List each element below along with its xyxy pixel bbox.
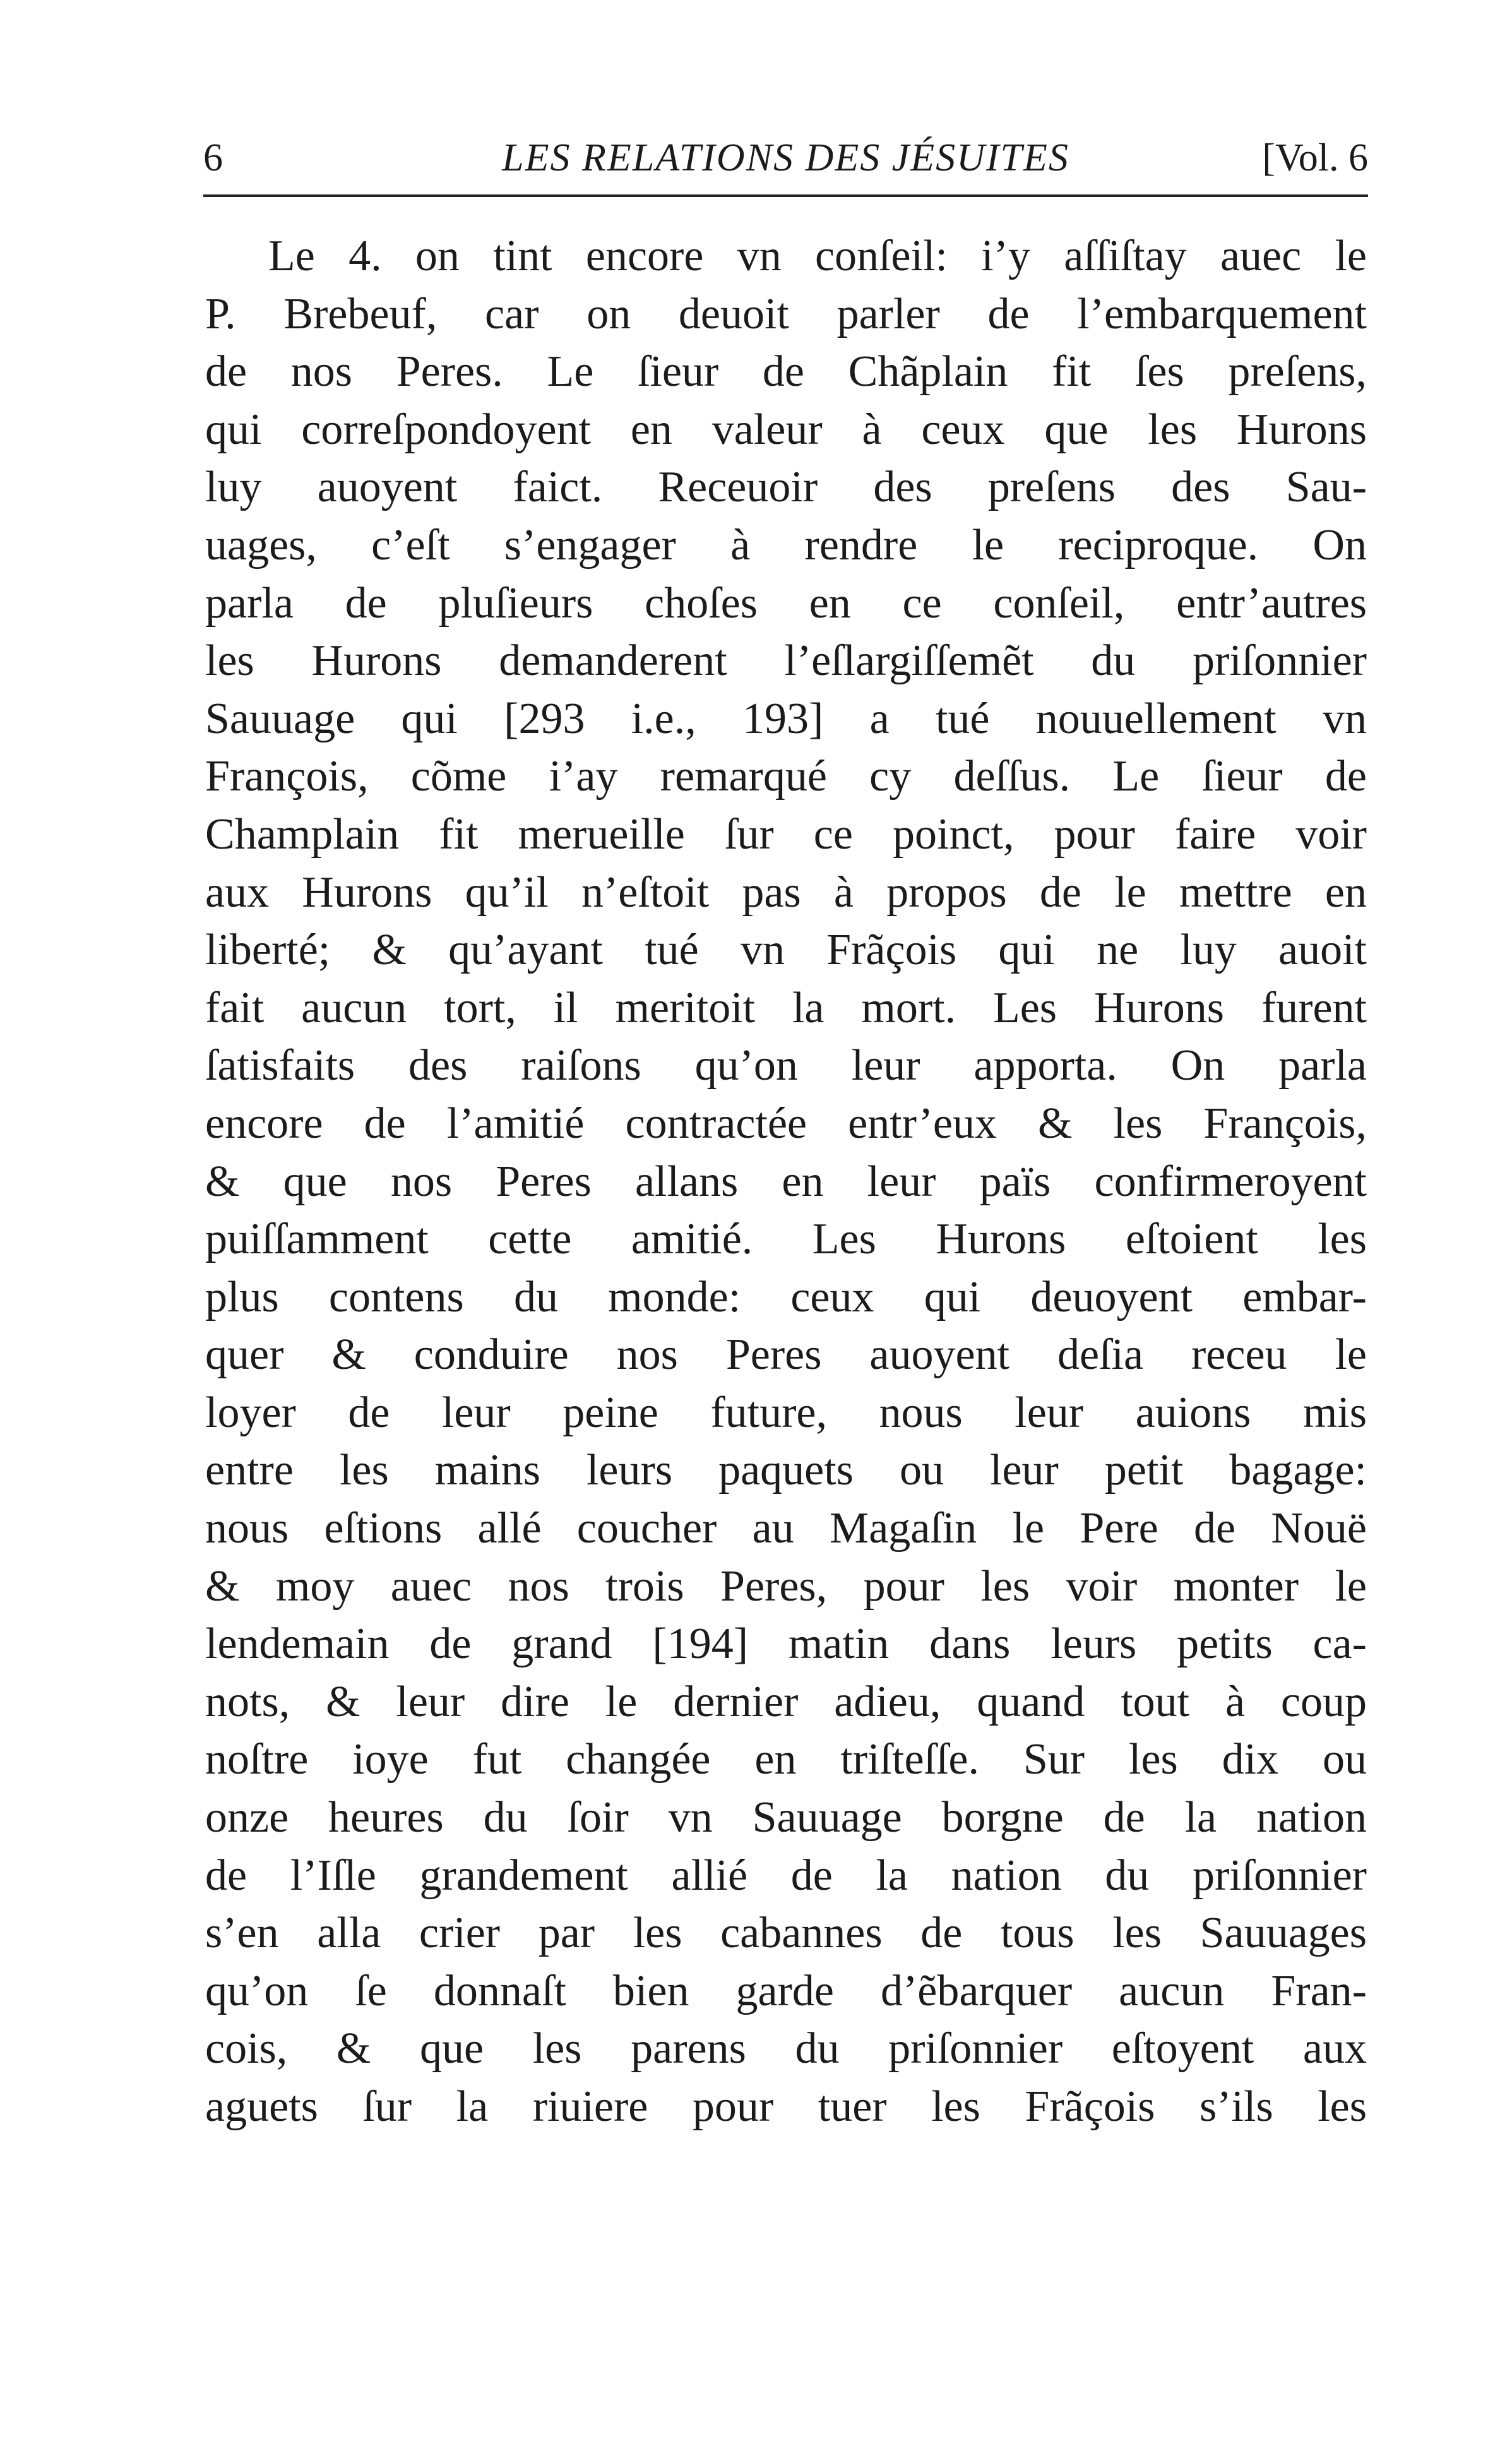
running-header [203, 133, 1368, 183]
text-line: Le 4. on tint encore vn conſeil: i’y aſſiſtay auec le [268, 232, 1367, 280]
text-line: nots, & leur dire le dernier adieu, quand tout à coup [205, 1677, 1367, 1726]
volume-label: [Vol. 6 [1262, 136, 1368, 179]
text-line: qu’on ſe donnaſt bien garde d’ẽbarquer aucun Fran- [205, 1966, 1367, 2015]
text-line: liberté; & qu’ayant tué vn Frãçois qui ne luy auoit [205, 926, 1367, 975]
text-line: & moy auec nos trois Peres, pour les voir monter le [205, 1561, 1367, 1611]
body-text [205, 227, 1367, 2136]
text-line: François, cõme i’ay remarqué cy deſſus. Le ſieur de [205, 752, 1367, 801]
text-line: plus contens du monde: ceux qui deuoyent embar- [205, 1272, 1367, 1321]
text-line: encore de l’amitié contractée entr’eux & les François, [205, 1099, 1367, 1148]
text-line: de nos Peres. Le ſieur de Chãplain fit ſes preſens, [205, 347, 1367, 397]
text-line: nous eſtions allé coucher au Magaſin le Pere de Nouë [205, 1504, 1367, 1553]
running-title: LES RELATIONS DES JÉSUITES [502, 136, 1069, 179]
text-line: quer & conduire nos Peres auoyent deſia receu le [205, 1330, 1367, 1380]
text-line: les Hurons demanderent l’eſlargiſſemẽt du priſonnier [205, 636, 1367, 686]
text-line: ſatisfaits des raiſons qu’on leur apporta. On parla [205, 1041, 1367, 1090]
text-line: de l’Iſle grandement allié de la nation du priſonnier [205, 1851, 1367, 1900]
header-rule [203, 194, 1368, 197]
text-line: puiſſamment cette amitié. Les Hurons eſtoient les [205, 1215, 1367, 1264]
text-line: luy auoyent faict. Receuoir des preſens des Sau- [205, 463, 1367, 512]
text-line: & que nos Peres allans en leur païs confirmeroyent [205, 1157, 1367, 1206]
text-line: P. Brebeuf, car on deuoit parler de l’embarquement [205, 289, 1367, 338]
text-line: lendemain de grand [194] matin dans leurs petits ca- [205, 1620, 1367, 1669]
text-line: noſtre ioye fut changée en triſteſſe. Sur les dix ou [205, 1735, 1367, 1784]
text-line: Champlain fit merueille ſur ce poinct, pour faire voir [205, 809, 1367, 859]
text-line: cois, & que les parens du priſonnier eſtoyent aux [205, 2024, 1367, 2073]
text-line: onze heures du ſoir vn Sauuage borgne de la nation [205, 1793, 1367, 1842]
page-number: 6 [203, 136, 223, 179]
text-line: Sauuage qui [293 i.e., 193] a tué nouuellement vn [205, 694, 1367, 743]
text-line: uages, c’eſt s’engager à rendre le reciproque. On [205, 520, 1367, 570]
text-line: parla de pluſieurs choſes en ce conſeil, entr’autres [205, 578, 1367, 628]
text-line: s’en alla crier par les cabannes de tous les Sauuages [205, 1909, 1367, 1958]
text-line: entre les mains leurs paquets ou leur petit bagage: [205, 1446, 1367, 1495]
text-line: aguets ſur la riuiere pour tuer les Frãçois s’ils les [205, 2082, 1367, 2131]
text-line: loyer de leur peine future, nous leur auions mis [205, 1388, 1367, 1437]
text-line: qui correſpondoyent en valeur à ceux que les Hurons [205, 405, 1367, 454]
text-line: aux Hurons qu’il n’eſtoit pas à propos de le mettre en [205, 868, 1367, 917]
text-line: fait aucun tort, il meritoit la mort. Les Hurons furent [205, 983, 1367, 1032]
